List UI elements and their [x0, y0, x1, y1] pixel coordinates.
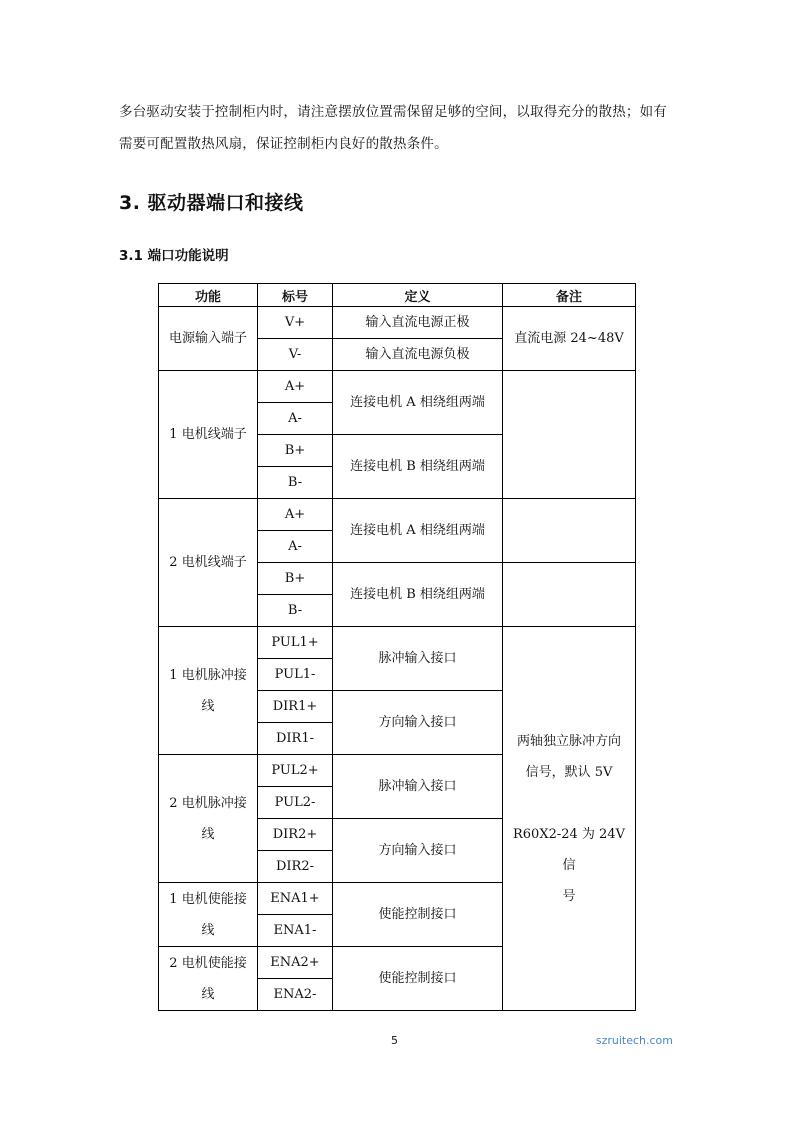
enable2-ena-plus: ENA2+ — [258, 947, 333, 979]
pulse2-function-line1: 2 电机脉冲接 — [169, 795, 247, 811]
enable1-ena-plus: ENA1+ — [258, 883, 333, 915]
pulse1-def-dir: 方向输入接口 — [333, 691, 503, 755]
motor1-a-minus: A- — [258, 403, 333, 435]
footer-website: szruitech.com — [595, 1034, 673, 1047]
motor2-remark-a — [503, 499, 636, 563]
header-remark: 备注 — [503, 284, 636, 307]
motor1-b-plus: B+ — [258, 435, 333, 467]
enable2-function-line1: 2 电机使能接 — [169, 955, 247, 971]
pulse1-function-line2: 线 — [201, 698, 215, 714]
pulse1-pul-plus: PUL1+ — [258, 627, 333, 659]
enable2-function-line2: 线 — [201, 986, 215, 1002]
intro-line-2: 需要可配置散热风扇，保证控制柜内良好的散热条件。 — [119, 136, 448, 152]
header-function: 功能 — [159, 284, 258, 307]
motor2-def-a: 连接电机 A 相绕组两端 — [333, 499, 503, 563]
pulse2-dir-minus: DIR2- — [258, 851, 333, 883]
power-vminus: V- — [258, 339, 333, 371]
pulse2-def-pul: 脉冲输入接口 — [333, 755, 503, 819]
motor2-b-minus: B- — [258, 595, 333, 627]
motor1-b-minus: B- — [258, 467, 333, 499]
enable1-ena-minus: ENA1- — [258, 915, 333, 947]
pulse2-dir-plus: DIR2+ — [258, 819, 333, 851]
enable2-function — [159, 947, 258, 1011]
power-def-minus: 输入直流电源负极 — [333, 339, 503, 371]
pulse2-pul-plus: PUL2+ — [258, 755, 333, 787]
pulse1-def-pul: 脉冲输入接口 — [333, 627, 503, 691]
header-definition: 定义 — [333, 284, 503, 307]
power-vplus: V+ — [258, 307, 333, 339]
power-def-plus: 输入直流电源正极 — [333, 307, 503, 339]
pulse1-dir-plus: DIR1+ — [258, 691, 333, 723]
signal-remark-line3: R60X2-24 为 24V 信 — [513, 826, 625, 873]
pulse1-pul-minus: PUL1- — [258, 659, 333, 691]
page-number: 5 — [391, 1034, 398, 1047]
enable1-function-line2: 线 — [201, 922, 215, 938]
table-row — [159, 499, 636, 531]
motor2-function: 2 电机线端子 — [159, 499, 258, 627]
motor1-function: 1 电机线端子 — [159, 371, 258, 499]
table-row — [159, 371, 636, 403]
motor2-a-minus: A- — [258, 531, 333, 563]
signal-remark-line1: 两轴独立脉冲方向 — [516, 733, 621, 749]
enable1-function-line1: 1 电机使能接 — [169, 891, 247, 907]
section-title: 3. 驱动器端口和接线 — [119, 192, 304, 214]
pulse1-function-line1: 1 电机脉冲接 — [169, 667, 247, 683]
table-row — [159, 627, 636, 659]
signal-remark-line4: 号 — [562, 888, 576, 904]
motor1-def-b: 连接电机 B 相绕组两端 — [333, 435, 503, 499]
motor1-a-plus: A+ — [258, 371, 333, 403]
intro-paragraph — [119, 96, 679, 160]
port-function-table — [158, 283, 636, 1011]
power-remark: 直流电源 24~48V — [503, 307, 636, 371]
enable2-ena-minus: ENA2- — [258, 979, 333, 1011]
intro-line-1: 多台驱动安装于控制柜内时，请注意摆放位置需保留足够的空间，以取得充分的散热；如有 — [119, 104, 667, 120]
enable1-def: 使能控制接口 — [333, 883, 503, 947]
motor2-def-b: 连接电机 B 相绕组两端 — [333, 563, 503, 627]
motor1-def-a: 连接电机 A 相绕组两端 — [333, 371, 503, 435]
power-function: 电源输入端子 — [159, 307, 258, 371]
motor2-b-plus: B+ — [258, 563, 333, 595]
pulse2-def-dir: 方向输入接口 — [333, 819, 503, 883]
pulse2-function-line2: 线 — [201, 826, 215, 842]
motor2-a-plus: A+ — [258, 499, 333, 531]
pulse1-dir-minus: DIR1- — [258, 723, 333, 755]
table-row — [159, 307, 636, 339]
header-label: 标号 — [258, 284, 333, 307]
signal-remark-line2: 信号，默认 5V — [525, 764, 613, 780]
subsection-title: 3.1 端口功能说明 — [119, 248, 229, 264]
pulse2-pul-minus: PUL2- — [258, 787, 333, 819]
motor2-remark-b — [503, 563, 636, 627]
signal-remark — [503, 627, 636, 1011]
enable1-function — [159, 883, 258, 947]
motor1-remark — [503, 371, 636, 499]
pulse2-function — [159, 755, 258, 883]
pulse1-function — [159, 627, 258, 755]
table-header-row — [159, 284, 636, 307]
enable2-def: 使能控制接口 — [333, 947, 503, 1011]
